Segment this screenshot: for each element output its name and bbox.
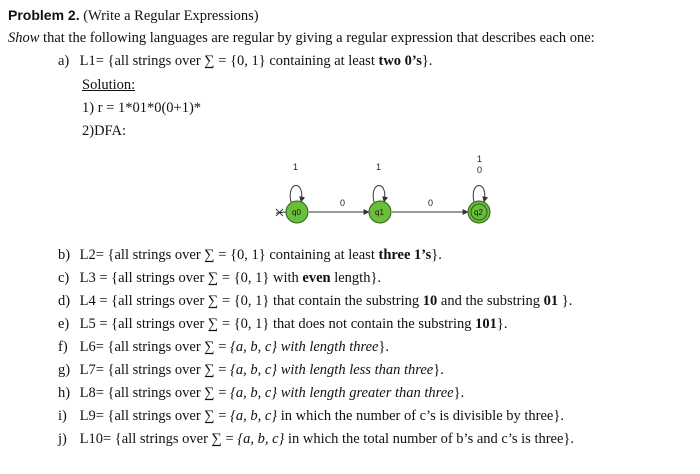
problem-number: Problem 2.: [8, 7, 80, 23]
item-h: [58, 384, 464, 402]
start-arrow: [276, 212, 286, 213]
loop-label-q1: 1: [376, 162, 382, 172]
item-text: L5 = {all strings over ∑ = {0, 1} that does not contain the substring: [79, 316, 476, 332]
item-label: d): [58, 293, 71, 309]
item-text: L1= {all strings over ∑ = {0, 1} containing at least: [79, 53, 379, 69]
state-label-q0: q0: [292, 208, 301, 217]
item-text-end: }.: [453, 385, 465, 401]
item-bold: even: [302, 270, 331, 286]
item-text: L7= {all strings over ∑ =: [79, 362, 231, 378]
solution-dfa-label: 2)DFA:: [82, 123, 127, 139]
problem-title: (Write a Regular Expressions): [83, 8, 259, 24]
item-bold: 10: [422, 293, 438, 309]
item-text: L8= {all strings over ∑ =: [79, 385, 231, 401]
item-text-end: in which the total number of b’s and c’s is three}.: [284, 431, 575, 447]
solution-regex: 1) r = 1*01*0(0+1)*: [82, 100, 202, 116]
item-bold: two 0’s: [378, 53, 422, 69]
item-label: i): [58, 408, 67, 424]
item-text-end: }.: [421, 53, 433, 69]
item-text-end: }.: [496, 316, 508, 332]
item-label: b): [58, 247, 71, 263]
item-text-end: }.: [378, 339, 390, 355]
instruction-text: that the following languages are regular by giving a regular expression that describes each one:: [39, 30, 595, 46]
item-text: L9= {all strings over ∑ =: [79, 408, 231, 424]
item-e: [58, 315, 508, 333]
item-text-end: }.: [431, 247, 442, 263]
item-label: e): [58, 316, 70, 332]
item-text-mid: and the substring: [437, 293, 544, 309]
state-label-q2: q2: [474, 208, 483, 217]
item-italic: {a, b, c}: [237, 431, 285, 447]
item-c: [58, 269, 381, 287]
item-b: [58, 246, 442, 264]
item-bold: three 1’s: [378, 247, 432, 263]
item-italic: {a, b, c}: [230, 408, 278, 424]
transition-label-0a: 0: [340, 198, 346, 208]
self-loop-q1: [373, 186, 385, 203]
item-label: h): [58, 385, 71, 401]
item-label: a): [58, 53, 70, 69]
item-i: [58, 407, 564, 425]
state-label-q1: q1: [375, 208, 384, 217]
item-bold: 101: [475, 316, 497, 332]
item-text-end: }.: [558, 293, 573, 309]
loop-label-q2-bottom: 0: [477, 165, 483, 175]
item-f: [58, 338, 389, 356]
self-loop-q2: [473, 186, 485, 203]
item-d: [58, 292, 572, 310]
item-italic: {a, b, c} with length less than three: [230, 362, 434, 378]
item-label: f): [58, 339, 68, 355]
instruction-italic: Show: [8, 30, 40, 46]
item-label: g): [58, 362, 71, 378]
item-text: L2= {all strings over ∑ = {0, 1} containing at least: [79, 247, 379, 263]
item-italic: {a, b, c} with length greater than three: [230, 385, 454, 401]
item-text-end: in which the number of c’s is divisible by three}.: [277, 408, 564, 424]
item-bold-2: 01: [543, 293, 559, 309]
solution-heading: Solution:: [82, 77, 136, 93]
item-j: [58, 430, 574, 448]
item-text: L3 = {all strings over ∑ = {0, 1} with: [79, 270, 303, 286]
item-text-end: length}.: [330, 270, 382, 286]
loop-label-q2-top: 1: [477, 154, 483, 164]
item-label: j): [58, 431, 67, 447]
item-text: L4 = {all strings over ∑ = {0, 1} that contain the substring: [79, 293, 423, 309]
item-text-end: }.: [433, 362, 444, 378]
item-text: L6= {all strings over ∑ =: [79, 339, 231, 355]
item-text: L10= {all strings over ∑ =: [79, 431, 238, 447]
loop-label-q0: 1: [293, 162, 299, 172]
item-label: c): [58, 270, 70, 286]
self-loop-q0: [290, 186, 302, 203]
transition-label-0b: 0: [428, 198, 434, 208]
item-italic: {a, b, c} with length three: [230, 339, 379, 355]
item-g: [58, 361, 444, 379]
